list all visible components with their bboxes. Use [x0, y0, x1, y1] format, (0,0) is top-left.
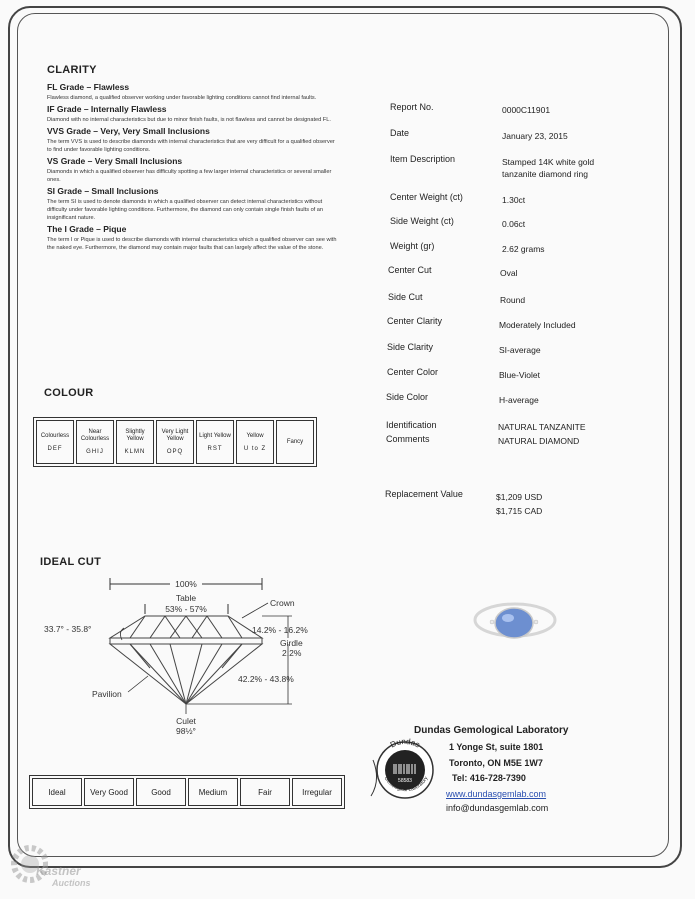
colour-scale-table [33, 417, 317, 467]
colour-cell-label: Yellow [246, 432, 264, 439]
center-clarity-value: Moderately Included [499, 320, 576, 330]
pavilion-label: Pavilion [92, 689, 122, 699]
colour-title: COLOUR [44, 387, 94, 399]
side-weight-label: Side Weight (ct) [390, 216, 454, 226]
side-diamond [534, 620, 538, 624]
report-no-value: 0000C11901 [502, 105, 551, 115]
colour-cell-light-yellow [196, 420, 234, 464]
colour-cell-label: Light Yellow [199, 432, 231, 439]
clarity-grade-vvs [47, 126, 337, 154]
culet-angle-label: 98½° [176, 726, 196, 736]
grade-description: Diamond with no internal characteristics but due to minor finish faults, is not flawless and cannot be designated FL. [47, 117, 331, 123]
grade-description: The term I or Pique is used to describe diamonds with internal characteristics which a qualified observer can see with the naked eye. Furthermore, the diamond may contain major faults that can largely affect the value of the stone. [47, 237, 337, 251]
identification-value-line-2: NATURAL DIAMOND [498, 436, 580, 446]
crown-height-label: 14.2% - 16.2% [252, 625, 308, 635]
colour-cell-label: Fancy [286, 438, 304, 445]
report-no-label: Report No. [390, 102, 434, 112]
center-weight-label: Center Weight (ct) [390, 192, 463, 202]
colour-cell-yellow [236, 420, 274, 464]
crown-facet-line [130, 616, 145, 638]
ideal-cut-diagram [30, 572, 330, 744]
colour-cell-label: Slightly Yellow [125, 429, 145, 442]
clarity-grade-vs [47, 156, 337, 184]
identification-value [498, 420, 586, 448]
pavilion-facet-line [150, 644, 186, 704]
lab-address-line-1: 1 Yonge St, suite 1801 [449, 742, 544, 752]
colour-cell-label: Near Colourless [80, 429, 110, 442]
table-range-label: 53% - 57% [165, 604, 207, 614]
pavilion-facet-line [186, 644, 222, 704]
colour-cell-colourless [36, 420, 74, 464]
clarity-grade-si [47, 186, 337, 222]
culet-label: Culet [176, 716, 196, 726]
lab-website-link[interactable]: www.dundasgemlab.com [446, 789, 547, 799]
grade-title: FL Grade – Flawless [47, 82, 130, 92]
lab-email: info@dundasgemlab.com [446, 803, 549, 813]
side-cut-value: Round [500, 295, 526, 305]
crown-facet-line [228, 616, 242, 638]
lab-phone: Tel: 416-728-7390 [452, 773, 526, 783]
girdle-percent-label: 2.2% [282, 648, 302, 658]
cut-grade-ideal: Ideal [32, 778, 82, 806]
center-cut-value: Oval [500, 268, 518, 278]
colour-scale [33, 417, 317, 467]
colour-cell-letters: U to Z [243, 445, 267, 452]
cut-grade-fair: Fair [240, 778, 290, 806]
grade-description: The term VVS is used to describe diamonds with internal characteristics that are very difficult for a qualified observer to find under favorable lighting conditions. [47, 139, 335, 153]
date-label: Date [390, 128, 410, 138]
grade-description: Diamonds in which a qualified observer has difficulty spotting a few larger internal characteristics or several smaller ones. [47, 169, 332, 183]
colour-cell-letters: DEF [47, 445, 63, 452]
crown-angle-label: 33.7° - 35.8° [44, 624, 92, 634]
cut-grade-good: Good [136, 778, 186, 806]
colour-cell-label: Very Light Yellow [161, 429, 189, 442]
colour-cell-near-colourless [76, 420, 114, 464]
clarity-grade-fl [47, 82, 337, 102]
side-color-label: Side Color [386, 392, 429, 402]
colour-cell-letters: KLMN [124, 449, 146, 455]
grade-title: The I Grade – Pique [47, 224, 127, 234]
lab-address-line-2: Toronto, ON M5E 1W7 [449, 758, 543, 768]
replacement-value [496, 490, 542, 518]
colour-cell-fancy [276, 420, 314, 464]
colour-cell-letters: OPQ [166, 449, 184, 455]
side-color-value: H-average [499, 395, 539, 405]
center-color-value: Blue-Violet [499, 370, 540, 380]
cut-grade-table [29, 775, 345, 809]
cut-grade-irregular: Irregular [292, 778, 342, 806]
grade-description: Flawless diamond, a qualified observer working under favorable lighting conditions cannot find internal faults. [47, 95, 317, 101]
side-clarity-value: SI-average [499, 345, 541, 355]
item-description-line-2: tanzanite diamond ring [502, 169, 589, 179]
colour-cell-letters: RST [207, 445, 223, 452]
grade-description: The term SI is used to denote diamonds in which a qualified observer can detect internal characteristics without difficulty under favorable lighting conditions. Furthermore, the diamond can only contain single finish faults of an insignificant nature. [47, 199, 324, 221]
grade-title: IF Grade – Internally Flawless [47, 104, 167, 114]
table-label: Table [175, 593, 197, 603]
cut-grade-very-good: Very Good [84, 778, 134, 806]
pavilion-pointer [128, 676, 148, 692]
clarity-grade-i [47, 224, 337, 252]
side-cut-label: Side Cut [388, 292, 423, 302]
cut-grade-medium: Medium [188, 778, 238, 806]
clarity-grade-list [47, 82, 337, 252]
side-diamond [490, 620, 494, 624]
lab-seal [367, 730, 447, 810]
ideal-cut-title: IDEAL CUT [40, 556, 102, 568]
tanzanite-stone [495, 608, 533, 638]
cut-grade-scale [29, 775, 345, 809]
grade-title: VS Grade – Very Small Inclusions [47, 156, 183, 166]
seal-text-top: Dundas [388, 736, 422, 750]
colour-cell-slightly-yellow [116, 420, 154, 464]
weight-value: 2.62 grams [502, 244, 545, 254]
replacement-value-cad: $1,715 CAD [496, 506, 543, 516]
width-label: 100% [175, 579, 197, 589]
grade-title: VVS Grade – Very, Very Small Inclusions [47, 126, 210, 136]
identification-label [386, 418, 437, 446]
side-weight-value: 0.06ct [502, 219, 526, 229]
grade-title: SI Grade – Small Inclusions [47, 186, 159, 196]
diamond-girdle-shape [110, 638, 262, 644]
replacement-value-usd: $1,209 USD [496, 492, 543, 502]
identification-label-line-2: Comments [386, 434, 430, 444]
pavilion-depth-label: 42.2% - 43.8% [238, 674, 294, 684]
center-weight-value: 1.30ct [502, 195, 526, 205]
watermark-gear-icon [8, 838, 48, 888]
colour-cell-letters: GHIJ [86, 449, 104, 455]
item-description-value [502, 156, 594, 180]
crown-facet-line [207, 616, 222, 638]
identification-value-line-1: NATURAL TANZANITE [498, 422, 586, 432]
watermark-text: Kastner [36, 864, 81, 878]
seal-text-bottom: Gemological Laboratory [382, 775, 430, 794]
pavilion-facet-line [130, 644, 150, 668]
pavilion-facet-line [222, 644, 242, 668]
weight-label: Weight (gr) [390, 241, 435, 251]
replacement-value-label: Replacement Value [385, 489, 463, 499]
center-clarity-label: Center Clarity [387, 316, 443, 326]
item-description-line-1: Stamped 14K white gold [502, 157, 595, 167]
seal-swoosh [371, 760, 377, 796]
clarity-title: CLARITY [47, 64, 97, 76]
clarity-grade-if [47, 104, 337, 124]
girdle-label: Girdle [280, 638, 303, 648]
seal-number: 58583 [398, 778, 412, 784]
center-cut-label: Center Cut [388, 265, 432, 275]
item-description-label: Item Description [390, 154, 456, 164]
colour-cell-label: Colourless [40, 432, 70, 439]
center-color-label: Center Color [387, 367, 439, 377]
watermark-subtext: Auctions [52, 878, 91, 888]
crown-facet-line [150, 616, 165, 638]
stone-highlight [502, 614, 514, 622]
diamond-outline [110, 616, 262, 704]
crown-label: Crown [270, 598, 295, 608]
side-clarity-label: Side Clarity [387, 342, 434, 352]
ring-photo [470, 590, 560, 650]
colour-cell-very-light-yellow [156, 420, 194, 464]
date-value: January 23, 2015 [502, 131, 568, 141]
identification-label-line-1: Identification [386, 420, 437, 430]
lab-name: Dundas Gemological Laboratory [414, 725, 569, 736]
